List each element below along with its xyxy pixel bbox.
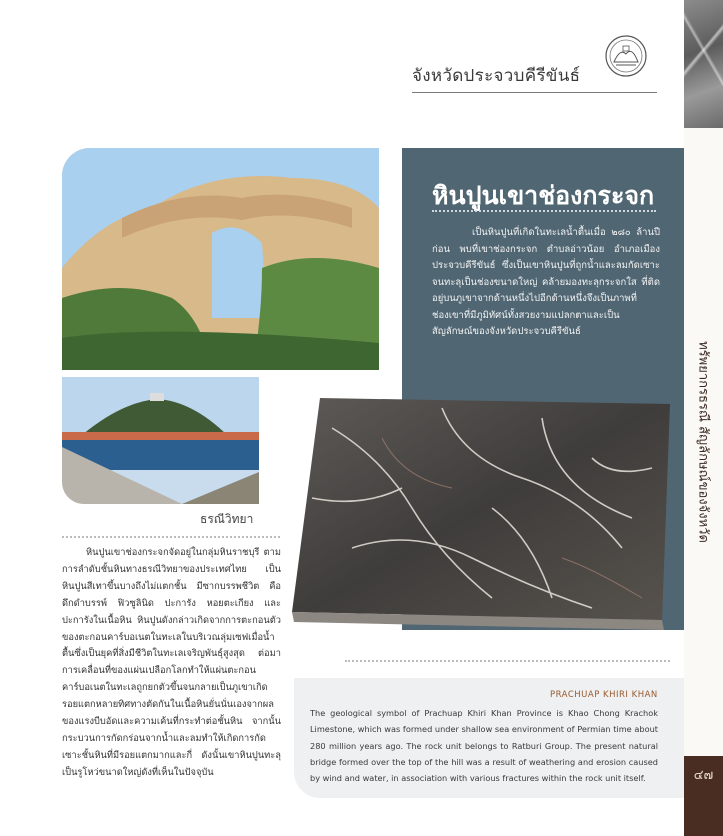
marble-slab-image — [292, 398, 670, 630]
middle-dotted-rule — [345, 660, 670, 662]
vertical-side-title — [684, 128, 723, 756]
body-text-thai: หินปูนเขาช่องกระจกจัดอยู่ในกลุ่มหินราชบุรี ตามการลำดับชั้นหินทางธรณีวิทยาของประเทศไทย เป็นหินปูนสีเทาขึ้นบางถึงไม่แตกชั้น มีซากบรรพชีวิต คือ ดึกดำบรรพ์ ฟิวซูลินิด ปะการัง หอยตะเกียง และปะการังในเนื้อหิน หินปูนดังกล่าวเกิดจากการตะกอนตัวของตะกอนคาร์บอเนตในทะเลในบริเวณลุ่มเซฟเมื่อน้ำตื้นซึ่งเป็นยุคที่สิ่งมีชีวิตในทะเลเจริญพันธุ์สูงสุด ต่อมาการเคลื่อนที่ของแผ่นเปลือกโลกทำให้แผ่นตะกอนคาร์บอเนตในทะเลถูกยกตัวขึ้นจนกลายเป็นภูเขาเกิดรอยแตกหลายทิศทางตัดกันในเนื้อหินยั่นนั่นเองจากผลของแรงบีบอัดและความเค้นที่กระทำต่อชั้นหิน จากนั้นกระบวนการกัดกร่อนจากน้ำและลมทำให้เกิดการกัดเซาะชั้นหินที่มีรอยแตกมากและกี่ ดังนั้นเขาหินปูนทะลุเป็นรูโหว่ขนาดใหญ่ดังที่เห็นในปัจจุบัน — [62, 547, 281, 778]
english-text: The geological symbol of Prachuap Khiri Khan Province is Khao Chong Krachok Limestone, which was formed under shallow sea environment of Permian time about 280 million years ago. The rock unit belongs to Ratburi Group. The present natural bridge formed over the top of the hill was a result of weathering and erosion caused by wind and water, in association with various fractures within the rock unit itself. — [310, 708, 658, 784]
page-number: ๔๗ — [693, 768, 714, 783]
marble-texture-strip — [684, 0, 723, 128]
english-heading: PRACHUAP KHIRI KHAN — [550, 690, 658, 700]
photo-caption: ธรณีวิทยา — [200, 512, 254, 526]
province-title: จังหวัดประจวบคีรีขันธ์ — [412, 66, 581, 86]
panel-dotted-rule — [432, 210, 656, 212]
header-rule — [412, 92, 657, 93]
vertical-title-text: ทรัพยากรธรณี สัญลักษณ์ของจังหวัด — [695, 341, 710, 543]
panel-title: หินปูนเขาช่องกระจก — [432, 181, 655, 210]
page-number-box — [684, 756, 723, 836]
province-seal-icon — [604, 34, 648, 78]
body-dotted-rule — [62, 536, 280, 538]
hill-temple-photo — [62, 377, 259, 504]
arch-rock-photo — [62, 148, 379, 370]
panel-description: เป็นหินปูนที่เกิดในทะเลน้ำตื้นเมื่อ ๒๘๐ ล้านปีก่อน พบที่เขาช่องกระจก ตำบลอ่าวน้อย อำเภอเมืองประจวบคีรีขันธ์ ซึ่งเป็นเขาหินปูนที่ถูกน้ำและลมกัดเซาะจนทะลุเป็นช่องขนาดใหญ่ คล้ายมองทะลุกระจกใส ที่ติดอยู่บนภูเขาจากด้านหนึ่งไปอีกด้านหนึ่งจึงเป็นภาพที่ช่องเขาที่มีภูมิทัศน์ทั้งสวยงามแปลกตาและเป็นสัญลักษณ์ของจังหวัดประจวบคีรีขันธ์ — [432, 227, 660, 337]
